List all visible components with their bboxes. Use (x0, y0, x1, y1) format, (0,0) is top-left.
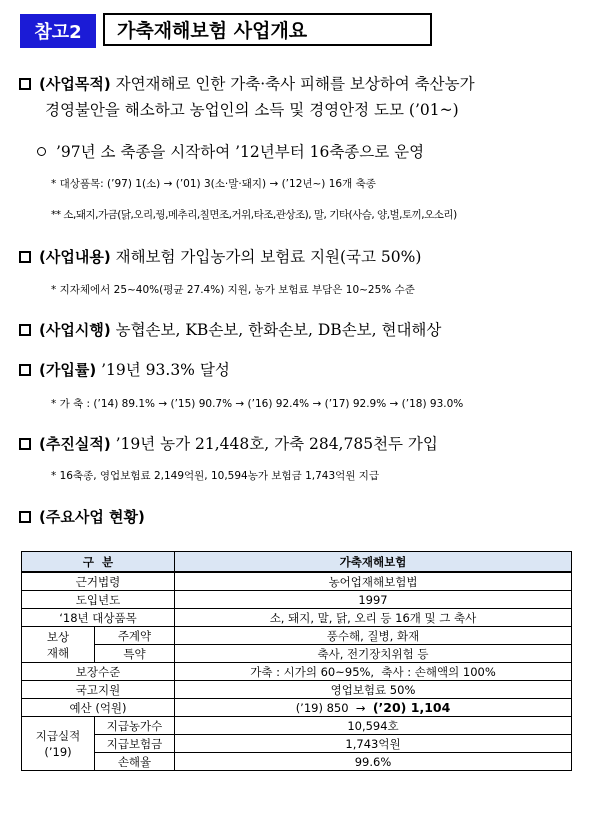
content-line (19, 245, 421, 267)
label-cell: ‘18년 대상품목 (22, 609, 175, 627)
purpose-note-1: * 대상품목: (’97) 1(소) → (’01) 3(소·말·돼지) → (’12년~) 16개 축종 (51, 178, 376, 190)
value-cell: 풍수해, 질병, 화재 (175, 627, 572, 645)
budget-now: (’20) 1,104 (372, 699, 451, 715)
results-text: ’19년 농가 21,448호, 가축 284,785천두 가입 (115, 435, 438, 453)
label-cell: 국고지원 (22, 681, 175, 699)
value-cell (175, 699, 572, 717)
status-heading: (주요사업 현황) (39, 508, 145, 526)
table-row (22, 681, 572, 699)
table-row (22, 572, 572, 591)
label-cell: 손해율 (95, 753, 175, 771)
value-cell: 농어업재해보험법 (175, 572, 572, 591)
value-cell: 1997 (175, 591, 572, 609)
label-cell: 보장수준 (22, 663, 175, 681)
operators-heading: (사업시행) (39, 321, 111, 339)
table-row (22, 699, 572, 717)
business-status-table (21, 551, 572, 771)
value-cell: 10,594호 (175, 717, 572, 735)
rate-note: * 가 축 : (’14) 89.1% → (’15) 90.7% → (’16) 92.4% → (’17) 92.9% → (’18) 93.0% (51, 398, 464, 410)
purpose-note-2: ** 소,돼지,가금(닭,오리,꿩,메추리,칠면조,거위,타조,관상조), 말, 기타(사슴, 양,벌,토끼,오소리) (51, 209, 457, 221)
table-row (22, 591, 572, 609)
content-note: * 지자체에서 25~40%(평균 27.4%) 지원, 농가 보험료 부담은 10~25% 수준 (51, 284, 415, 296)
value-cell: 축사, 전기장치위험 등 (175, 645, 572, 663)
purpose-line (19, 72, 475, 94)
label-cell: 주계약 (95, 627, 175, 645)
rate-heading: (가입률) (39, 361, 97, 379)
header-cell-category: 구 분 (22, 552, 175, 573)
table-row (22, 735, 572, 753)
page-title: 가축재해보험 사업개요 (103, 13, 432, 46)
checkbox-square-icon (19, 78, 31, 90)
checkbox-square-icon (19, 438, 31, 450)
value-cell: 영업보험료 50% (175, 681, 572, 699)
table-row (22, 663, 572, 681)
table-row (22, 552, 572, 573)
purpose-text: 자연재해로 인한 가축·축사 피해를 보상하여 축산농가 (115, 75, 475, 93)
purpose-heading: (사업목적) (39, 75, 111, 93)
budget-prev: (’19) 850 → (295, 700, 373, 715)
value-cell: 99.6% (175, 753, 572, 771)
value-cell: 소, 돼지, 말, 닭, 오리 등 16개 및 그 축사 (175, 609, 572, 627)
table-row (22, 627, 572, 645)
operators-line (19, 318, 441, 340)
label-cell: 특약 (95, 645, 175, 663)
section-badge: 참고2 (20, 14, 96, 48)
purpose-sub: ’97년 소 축종을 시작하여 ’12년부터 16축종으로 운영 (56, 143, 425, 161)
results-heading: (추진실적) (39, 435, 111, 453)
checkbox-square-icon (19, 324, 31, 336)
operators-text: 농협손보, KB손보, 한화손보, DB손보, 현대해상 (115, 321, 442, 339)
content-heading: (사업내용) (39, 248, 111, 266)
checkbox-square-icon (19, 511, 31, 523)
purpose-text-cont: 경영불안을 해소하고 농업인의 소득 및 경영안정 도모 (’01~) (45, 101, 459, 119)
table-row (22, 717, 572, 735)
header-cell-program: 가축재해보험 (175, 552, 572, 573)
label-cell-group: 지급실적 (’19) (22, 717, 95, 771)
status-line (19, 506, 145, 527)
circle-bullet-icon (37, 147, 46, 156)
label-cell: 예산 (억원) (22, 699, 175, 717)
table-row (22, 645, 572, 663)
purpose-sub-line (37, 140, 424, 162)
content-text: 재해보험 가입농가의 보험료 지원(국고 50%) (115, 248, 422, 266)
rate-text: ’19년 93.3% 달성 (101, 361, 230, 379)
label-cell: 도입년도 (22, 591, 175, 609)
value-cell: 가축 : 시가의 60~95%, 축사 : 손해액의 100% (175, 663, 572, 681)
label-cell-group: 보상 재해 (22, 627, 95, 663)
checkbox-square-icon (19, 364, 31, 376)
label-cell: 지급보험금 (95, 735, 175, 753)
results-note: * 16축종, 영업보험료 2,149억원, 10,594농가 보험금 1,743억원 지급 (51, 470, 380, 482)
value-cell: 1,743억원 (175, 735, 572, 753)
label-cell: 근거법령 (22, 572, 175, 591)
table-row (22, 753, 572, 771)
label-cell: 지급농가수 (95, 717, 175, 735)
rate-line (19, 358, 230, 380)
table-row (22, 609, 572, 627)
checkbox-square-icon (19, 251, 31, 263)
results-line (19, 432, 438, 454)
